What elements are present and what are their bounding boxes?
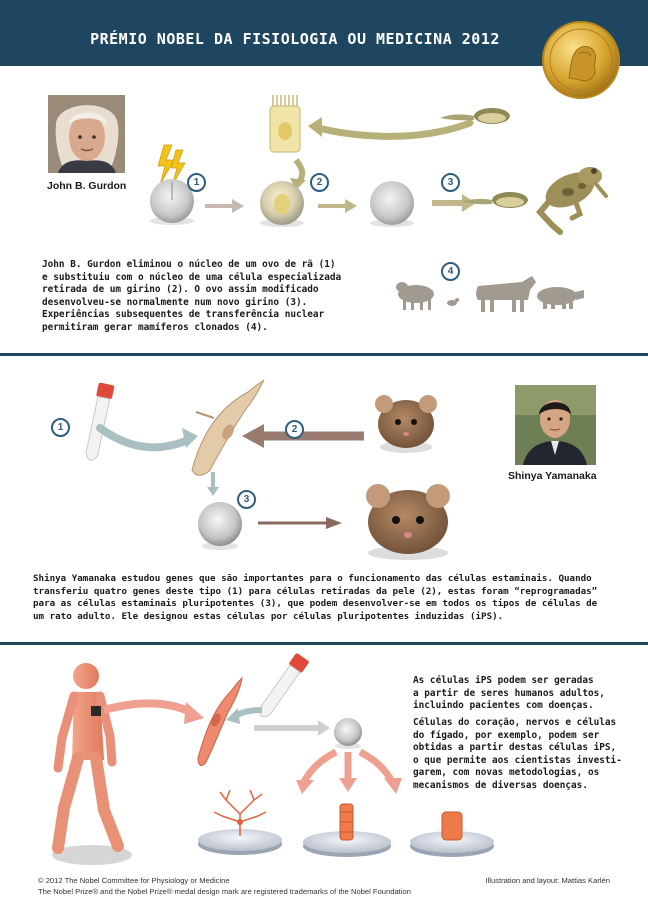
step-2-badge: 2 — [285, 420, 304, 439]
illustration-credit: Illustration and layout: Mattias Karlén — [485, 876, 610, 885]
copyright-text: © 2012 The Nobel Committee for Physiology or Medicine — [38, 876, 230, 885]
yamanaka-description: Shinya Yamanaka estudou genes que são importantes para o funcionamento das células estaminais. Quando transferiu quatro genes deste tipo (1) para células retiradas da pele (2), estas foram “reprogramadas” para as células estaminais pluripotentes (3), que podem desenvolver-se em todos os tipos de células de um rato adulto. Ele designou estas células por células pluripotentes induzidas (iPS). — [33, 573, 598, 622]
test-tube-icon — [255, 653, 309, 721]
ips-description-2: Células do coração, nervos e células do fígado, por exemplo, podem ser obtidas a partir destas células iPS, o que permite aos cientistas investi- garem, com novas metodologias, os mecanismos de diversas doenças. — [413, 717, 622, 791]
step-1-badge: 1 — [187, 173, 206, 192]
gurdon-description: John B. Gurdon eliminou o núcleo de um ovo de rã (1) e substituiu com o núcleo de uma célula especializada retirada de um girino (2). O ovo assim modificado desenvolveu-se normalmente num novo girino (3). Experiências subsequentes de transferência nuclear permitiram gerar mamíferos clonados (4). — [42, 259, 342, 333]
ips-description-1: As células iPS podem ser geradas a partir de seres humanos adultos, incluindo pacientes com doenças. — [413, 675, 605, 711]
differentiation-arrows — [296, 752, 402, 794]
petri-dish-heart-cell — [303, 804, 391, 857]
step-3-badge: 3 — [441, 173, 460, 192]
yamanaka-name: Shinya Yamanaka — [508, 470, 597, 482]
ips-cell — [334, 718, 362, 749]
page-title: PRÉMIO NOBEL DA FISIOLOGIA OU MEDICINA 2012 — [90, 30, 500, 48]
human-patient — [52, 663, 132, 865]
skin-biopsy-marker — [91, 706, 101, 716]
gurdon-name: John B. Gurdon — [47, 180, 127, 192]
trademark-text: The Nobel Prize® and the Nobel Prize® medal design mark are registered trademarks of the Nobel Foundation — [38, 887, 411, 896]
petri-dish-liver-cell — [410, 812, 494, 857]
step-1-badge: 1 — [51, 418, 70, 437]
step-3-badge: 3 — [237, 490, 256, 509]
step-2-badge: 2 — [310, 173, 329, 192]
step-4-badge: 4 — [441, 262, 460, 281]
petri-dish-nerve-cell — [198, 790, 282, 855]
